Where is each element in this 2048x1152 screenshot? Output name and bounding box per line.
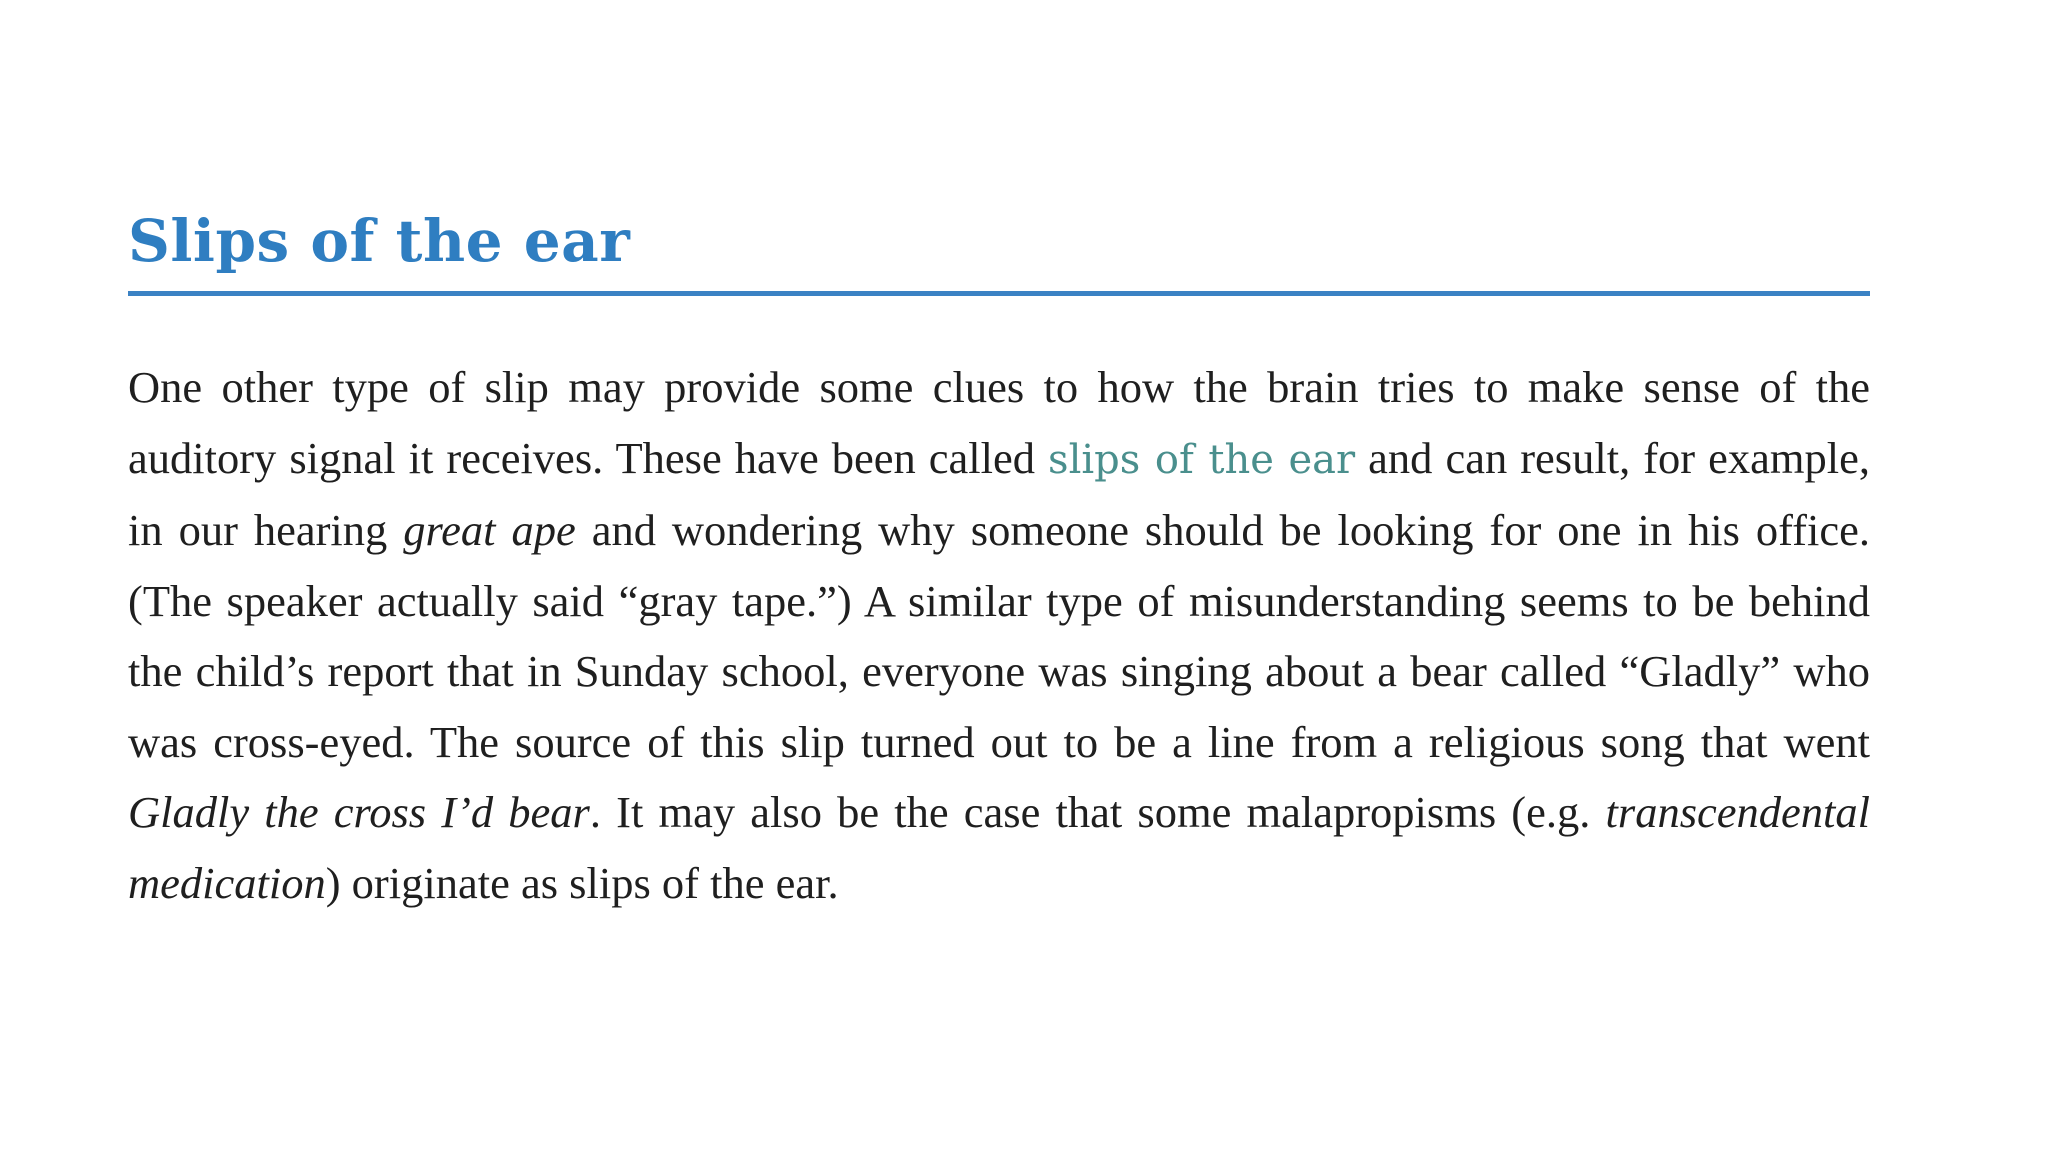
paragraph-text: . It may also be the case that some malapropisms (e.g. (589, 787, 1606, 837)
example-phrase: great ape (403, 505, 576, 555)
key-term: slips of the ear (1048, 436, 1356, 483)
example-phrase: transcendental medication (128, 787, 1870, 908)
section-heading: Slips of the ear (128, 207, 631, 275)
example-phrase: Gladly the cross I’d bear (128, 787, 590, 837)
text-section (128, 205, 1870, 918)
body-paragraph (128, 352, 1870, 918)
heading-rule (128, 291, 1870, 296)
paragraph-text: and wondering why someone should be looking for one in his office. (The speaker actually said “gray tape.”) A similar type of misunderstanding seems to be behind the child’s report that in Sunday school, everyone was singing about a bear called “Gladly” who was cross-eyed. The source of this slip turned out to be a line from a religious song that went (128, 505, 1870, 767)
paragraph-text: ) originate as slips of the ear. (325, 857, 839, 908)
paragraph-text: and can result, for example, in our hearing (128, 432, 1870, 555)
paragraph-text: One other type of slip may provide some clues to how the brain tries to make sense of the auditory signal it receives. These have been called (128, 362, 1870, 483)
